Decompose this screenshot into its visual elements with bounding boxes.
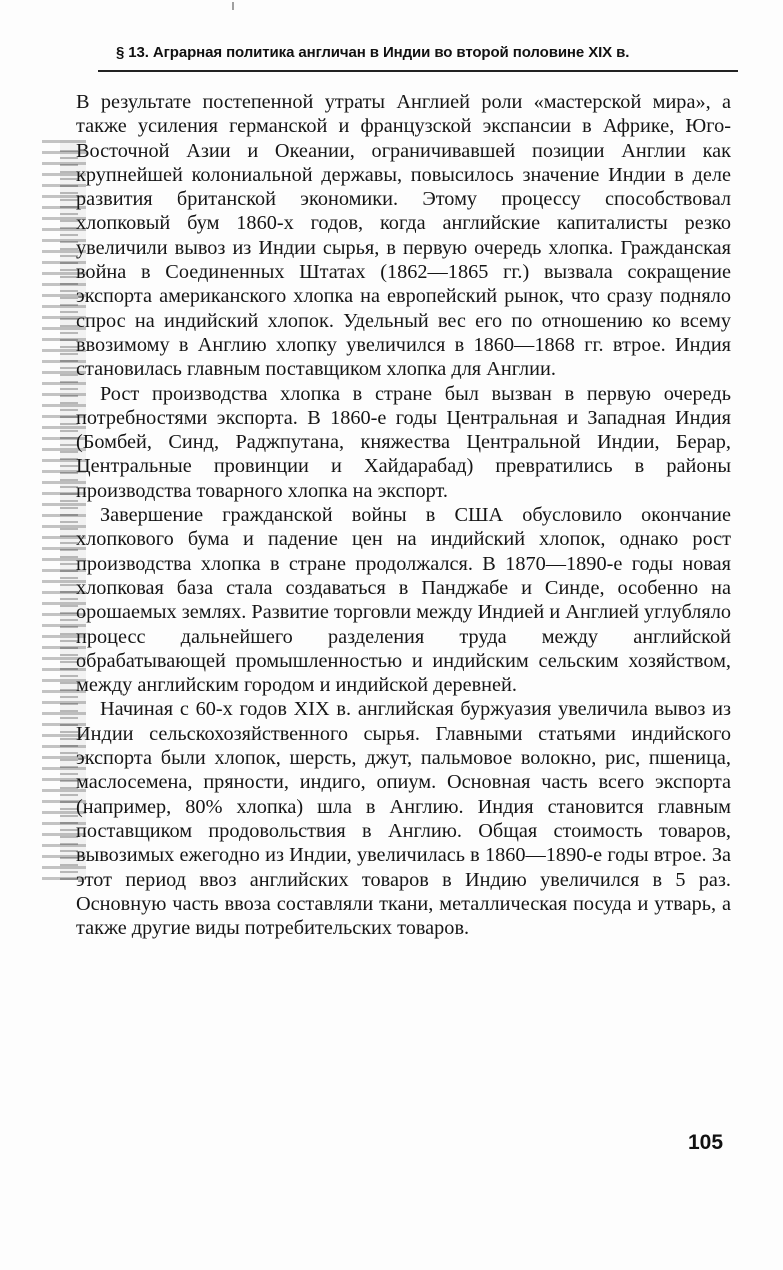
header-rule [98, 70, 738, 72]
paragraph-4: Начиная с 60-х годов XIX в. английская буржуазия увеличила вывоз из Индии сельскохозяйственного сырья. Главными статьями индийского экспорта были хлопок, шерсть, джут, пальмовое волокно, рис, пшеница, маслосемена, пряности, индиго, опиум. Основная часть всего экспорта (например, 80% хлопка) шла в Англию. Индия становится главным поставщиком продовольствия в Англию. Общая стоимость товаров, вывозимых ежегодно из Индии, увеличилась в 1860—1890-е годы втрое. За этот период ввоз английских товаров в Индию увеличился в 5 раз. Основную часть ввоза составляли ткани, металлическая посуда и утварь, а также другие виды потребительских товаров. [76, 698, 731, 940]
paragraph-2: Рост производства хлопка в стране был вызван в первую очередь потребностями экспорта. В 1860-е годы Центральная и Западная Индия (Бомбей, Синд, Раджпутана, княжества Центральной Индии, Берар, Центральные провинции и Хайдарабад) превратились в районы производства товарного хлопка на экспорт. [76, 382, 731, 502]
running-header: § 13. Аграрная политика англичан в Индии во второй половине XIX в. [116, 44, 630, 61]
main-text [76, 90, 731, 940]
paragraph-3: Завершение гражданской войны в США обусловило окончание хлопкового бума и падение цен на индийский хлопок, однако рост производства хлопка в стране продолжался. В 1870—1890-е годы новая хлопковая база стала создаваться в Панджабе и Синде, особенно на орошаемых землях. Развитие торговли между Индией и Англией углубляло процесс дальнейшего разделения труда между английской обрабатывающей промышленностью и индийским сельским хозяйством, между английским городом и индийской деревней. [76, 504, 731, 697]
scan-artifact-mark [232, 2, 234, 10]
paragraph-1: В результате постепенной утраты Англией роли «мастерской мира», а также усиления германской и французской экспансии в Африке, Юго-Восточной Азии и Океании, ограничивавшей позиции Англии как крупнейшей колониальной державы, повысилось значение Индии в деле развития британской экономики. Этому процессу способствовал хлопковый бум 1860-х годов, когда английские капиталисты резко увеличили вывоз из Индии сырья, в первую очередь хлопка. Гражданская война в Соединенных Штатах (1862—1865 гг.) вызвала сокращение экспорта американского хлопка на европейский рынок, что сразу подняло спрос на индийский хлопок. Удельный вес его по отношению ко всему ввозимому в Англию хлопку увеличился в 1860—1868 гг. втрое. Индия становилась главным поставщиком хлопка для Англии. [76, 91, 731, 381]
page-number: 105 [688, 1131, 724, 1154]
